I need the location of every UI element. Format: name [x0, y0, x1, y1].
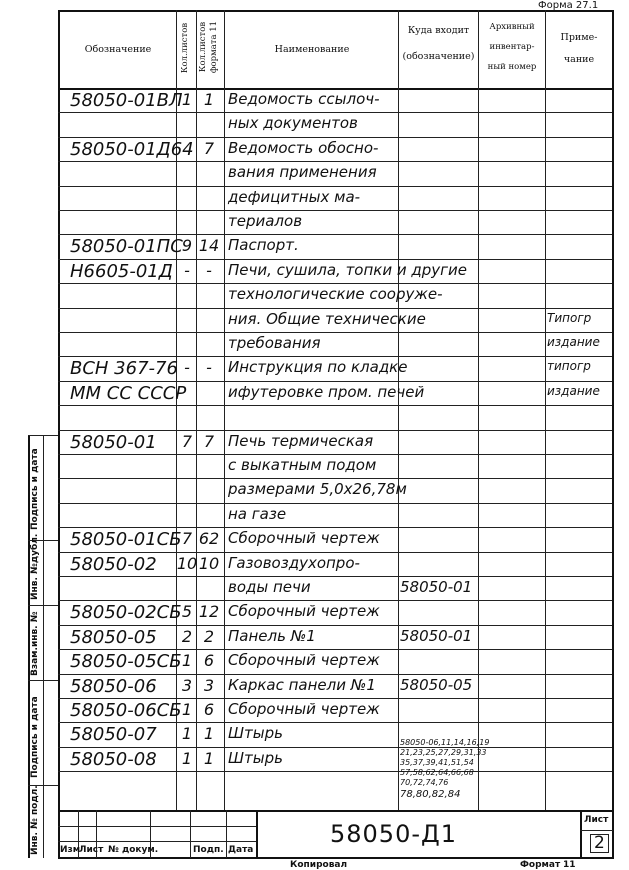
row-sheets-format: 1 [203, 724, 215, 744]
row-name: Инструкция по кладке [228, 358, 408, 377]
titleblock-top [58, 810, 614, 812]
row-designation: 58050-02 [70, 553, 157, 575]
row-name: Сборочный чертеж [228, 651, 380, 670]
row-designation: 58050-05СБ [70, 651, 182, 673]
header-archive-3: ный номер [487, 61, 537, 72]
header-where-1: Куда входит [407, 24, 470, 36]
row-sheets-count: - [184, 260, 190, 280]
where-note-4: 57,58,62,64,66,68 [400, 768, 474, 777]
row-sheets-format: 3 [203, 675, 215, 695]
header-where-2: (обозначение) [402, 50, 475, 62]
header-sheets-format: Кол.листов формата 11 [198, 20, 219, 74]
row-name: Паспорт. [228, 236, 299, 255]
row-name: размерами 5,0х26,78м [228, 480, 407, 499]
row-name: дефицитных ма- [228, 187, 361, 206]
row-sheets-format: 6 [203, 700, 215, 719]
row-designation: 58050-05 [70, 626, 157, 648]
row-sheets-count: 1 [181, 724, 193, 744]
row-note: типогр [547, 359, 591, 374]
row-divider [58, 283, 612, 284]
row-divider [58, 161, 612, 162]
row-divider [58, 381, 612, 382]
row-name: технологические сооруже- [228, 285, 443, 304]
row-divider [58, 503, 612, 504]
tb-col-sign: Подп. [193, 845, 224, 855]
tb-col-change: Изм [60, 845, 81, 855]
row-name: Панель №1 [228, 626, 316, 645]
row-divider [58, 576, 612, 577]
header-notes-1: Приме- [560, 31, 598, 43]
row-name: Газовоздухопро- [228, 553, 360, 572]
header-sheets-count: Кол.листов [180, 22, 190, 74]
tb-col-sheet: Лист [79, 845, 104, 855]
header-name: Наименование [274, 43, 350, 55]
row-sheets-count: 3 [181, 675, 193, 695]
row-divider [58, 527, 612, 528]
row-name: на газе [228, 504, 287, 523]
titleblock-sheet-split [580, 830, 613, 831]
frame-bottom [58, 857, 614, 859]
row-divider [58, 674, 612, 675]
row-designation: Н6605-01Д [70, 260, 173, 282]
row-sheets-count: 7 [181, 431, 193, 451]
row-sheets-count: 10 [176, 553, 198, 573]
form-label: Форма 27.1 [538, 0, 599, 11]
row-divider [58, 405, 612, 406]
side-strip-div-3 [28, 680, 58, 681]
titleblock-sheet-left [580, 810, 582, 858]
side-strip-top [28, 435, 58, 436]
row-designation: 58050-01ПС [70, 236, 183, 258]
row-divider [58, 747, 612, 748]
row-where-used: 58050-01 [400, 578, 473, 596]
row-note: издание [547, 335, 600, 349]
footer-copied: Копировал [290, 860, 348, 870]
row-sheets-format: 62 [198, 529, 220, 549]
sheet-number: 2 [590, 834, 609, 853]
row-designation: ММ СС СССР [70, 382, 187, 404]
row-name: требования [228, 334, 321, 352]
row-designation: 58050-06СБ [70, 700, 182, 721]
row-name: с выкатным подом [228, 456, 377, 474]
side-sign-date-1: Подпись и дата [30, 448, 40, 530]
row-divider [58, 600, 612, 601]
row-where-used: 58050-05 [400, 675, 473, 694]
where-note-1: 58050-06,11,14,16,19 [400, 738, 490, 747]
row-name: Штырь [228, 748, 283, 767]
row-sheets-format: - [206, 358, 212, 378]
row-sheets-format: 7 [203, 431, 215, 451]
side-strip-mid [43, 435, 44, 858]
row-note: издание [547, 383, 600, 398]
row-divider [58, 112, 612, 113]
row-sheets-count: - [184, 358, 190, 378]
row-designation: 58050-01Д64 [70, 138, 194, 160]
row-divider [58, 454, 612, 455]
row-sheets-format: 1 [203, 748, 215, 768]
col-line-6 [545, 10, 546, 810]
row-divider [58, 430, 612, 431]
header-archive-1: Архивный [489, 21, 535, 32]
row-name: Ведомость обосно- [228, 138, 379, 157]
side-sign-date-2: Подпись и дата [30, 696, 40, 778]
row-name: Сборочный чертеж [228, 529, 380, 548]
footer-format-label: Формат [520, 860, 561, 870]
row-divider [58, 552, 612, 553]
row-sheets-format: 7 [203, 138, 215, 158]
row-divider [58, 234, 612, 235]
row-name: ифутеровке пром. печей [228, 382, 425, 401]
frame-right [612, 10, 614, 858]
tb-col-date: Дата [228, 845, 254, 855]
tb-col-4 [190, 810, 191, 858]
row-name: Ведомость ссылоч- [228, 90, 380, 108]
row-sheets-count: 1 [181, 700, 193, 719]
row-divider [58, 698, 612, 699]
row-designation: 58050-01СБ [70, 529, 182, 551]
row-divider [58, 771, 612, 772]
row-designation: 58050-07 [70, 724, 157, 746]
footer-format-value: 11 [563, 860, 576, 870]
row-sheets-count: 1 [181, 651, 193, 671]
row-divider [58, 649, 612, 650]
where-note-6: 78,80,82,84 [400, 789, 461, 800]
row-name: вания применения [228, 163, 377, 182]
row-designation: 58050-01 [70, 431, 157, 453]
row-designation: 58050-02СБ [70, 602, 182, 624]
row-divider [58, 308, 612, 309]
row-sheets-format: 10 [198, 553, 220, 573]
titleblock-main-left [256, 810, 258, 858]
row-divider [58, 625, 612, 626]
row-sheets-count: 7 [181, 529, 193, 549]
row-divider [58, 259, 612, 260]
row-name: Каркас панели №1 [228, 675, 376, 694]
tb-col-5 [226, 810, 227, 858]
header-designation: Обозначение [84, 43, 152, 55]
row-sheets-count: 9 [181, 236, 193, 256]
row-sheets-format: - [206, 260, 212, 280]
row-sheets-format: 14 [198, 236, 220, 256]
row-sheets-count: 1 [181, 748, 193, 768]
row-divider [58, 137, 612, 138]
row-name: Сборочный чертеж [228, 700, 380, 718]
row-name: ния. Общие технические [228, 309, 426, 328]
row-divider [58, 186, 612, 187]
row-divider [58, 332, 612, 333]
tb-col-docnum: № докум. [108, 845, 159, 855]
side-vzam-inv: Взам.инв. № [30, 611, 40, 676]
row-sheets-format: 1 [203, 90, 215, 109]
row-divider [58, 722, 612, 723]
row-name: Сборочный чертеж [228, 602, 380, 621]
row-designation: 58050-06 [70, 675, 157, 697]
doc-code: 58050-Д1 [330, 820, 458, 848]
sheet-label: Лист [584, 815, 609, 825]
where-note-5: 70,72,74,76 [400, 778, 449, 787]
row-divider [58, 356, 612, 357]
row-name: Печи, сушила, топки и другие [228, 260, 468, 279]
row-name: Штырь [228, 724, 283, 743]
col-line-3 [224, 10, 225, 810]
row-where-used: 58050-01 [400, 626, 473, 645]
row-sheets-count: 2 [181, 626, 193, 646]
row-sheets-format: 2 [203, 626, 215, 646]
side-strip-div-2 [28, 605, 58, 606]
row-sheets-format: 12 [198, 602, 220, 622]
where-note-2: 21,23,25,27,29,31,33 [400, 748, 487, 757]
row-sheets-count: 1 [181, 90, 193, 109]
row-name: ных документов [228, 114, 358, 133]
side-inv-dubl: Инв. №дубл. [30, 533, 40, 600]
row-designation: ВСН 367-76 [70, 358, 178, 380]
row-name: воды печи [228, 578, 311, 596]
row-note: Типогр [547, 310, 592, 325]
row-designation: 58050-01ВЛ [70, 90, 183, 111]
row-divider [58, 210, 612, 211]
row-divider [58, 478, 612, 479]
row-designation: 58050-08 [70, 748, 157, 770]
side-inv-podl: Инв. № подл. [30, 785, 40, 855]
where-note-3: 35,37,39,41,51,54 [400, 758, 474, 767]
row-name: Печь термическая [228, 431, 374, 450]
row-sheets-count: 5 [181, 602, 193, 622]
row-sheets-format: 6 [203, 651, 215, 671]
header-notes-2: чание [563, 53, 595, 65]
header-archive-2: инвентар- [489, 41, 535, 52]
row-name: териалов [228, 212, 303, 230]
